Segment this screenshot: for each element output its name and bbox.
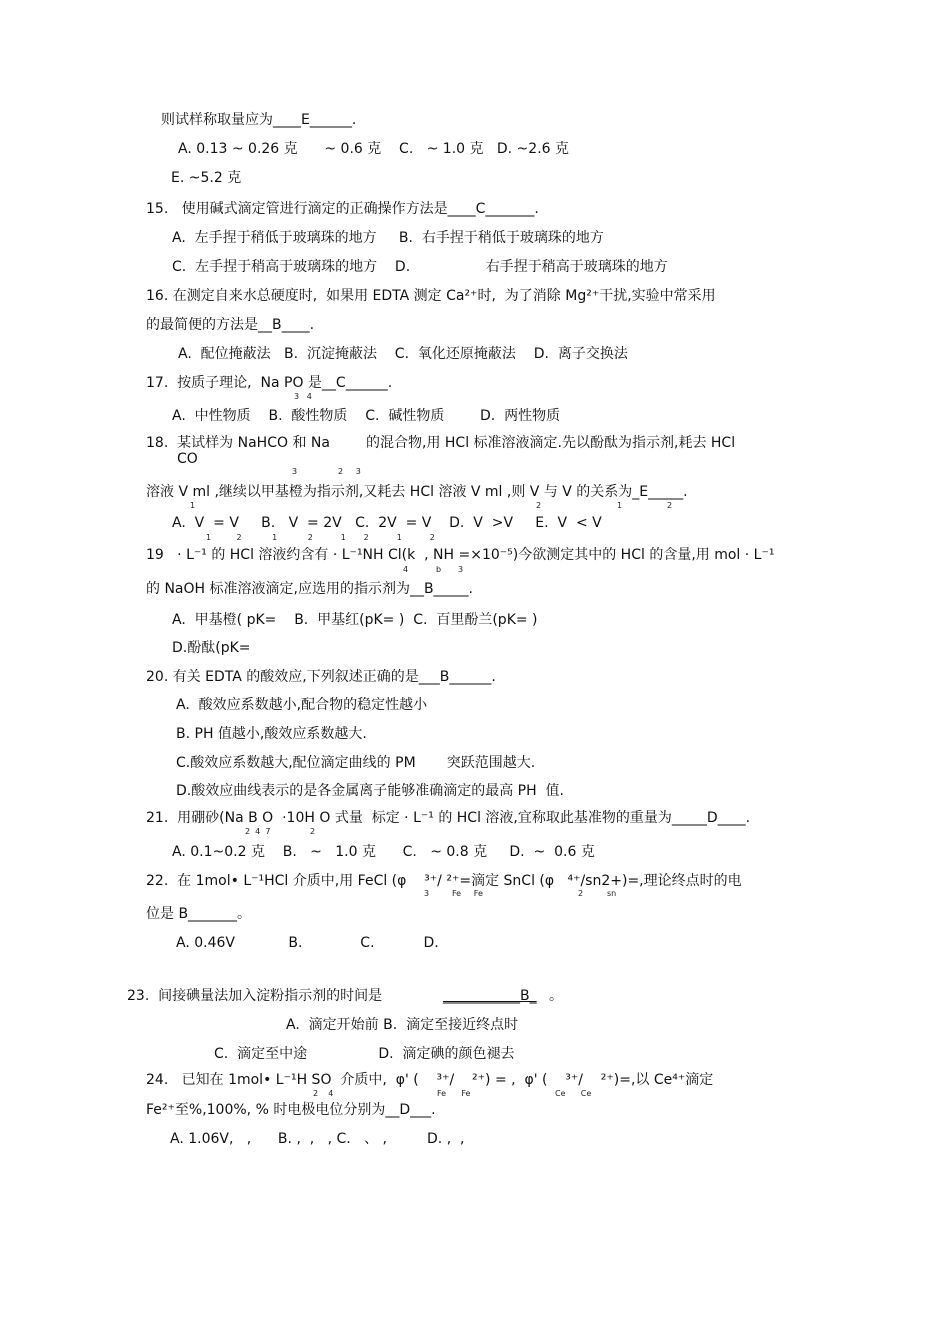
q21-options: A. 0.1~0.2 克 B. ~ 1.0 克 C. ~ 0.8 克 D. ~ 0.6 克 xyxy=(172,844,595,860)
q17-subscripts: 3 4 xyxy=(294,392,312,401)
q20-option-d: D.酸效应曲线表示的是各金属离子能够准确滴定的最高 PH 值. xyxy=(176,783,564,799)
q18-stem-a: 18. 某试样为 NaHCO 和 Na xyxy=(146,435,330,451)
q19-stem-continued: 的 NaOH 标准溶液滴定,应选用的指示剂为__B_____. xyxy=(146,581,474,597)
q18-subscript-1: 3 xyxy=(292,467,298,476)
q19-options-abc: A. 甲基橙( pK= B. 甲基红(pK= ) C. 百里酚兰(pK= ) xyxy=(172,612,538,628)
q18-options-subscripts: 1 2 1 2 1 2 1 2 xyxy=(206,533,435,542)
q20-option-c: C.酸效应系数越大,配位滴定曲线的 PM 突跃范围越大. xyxy=(176,755,536,771)
q22-sub-fecl3: 3 xyxy=(424,889,430,898)
q20-option-a: A. 酸效应系数越小,配合物的稳定性越小 xyxy=(176,697,428,713)
q14-options-a-d: A. 0.13 ~ 0.26 克 ~ 0.6 克 C. ~ 1.0 克 D. ~2.6 克 xyxy=(178,141,570,157)
q19-sub-kb: b xyxy=(436,565,442,574)
q22-options: A. 0.46V B. C. D. xyxy=(176,935,439,951)
q22-stem: 22. 在 1mol• L⁻¹HCl 介质中,用 FeCl (φ ³⁺/ ²⁺=滴定 SnCl (φ ⁴⁺/sn2+)=,理论终点时的电 xyxy=(146,873,742,889)
q14-option-e: E. ~5.2 克 xyxy=(171,170,242,186)
q19-stem: 19 · L⁻¹ 的 HCl 溶液约含有 · L⁻¹NH Cl(k , NH =×10⁻⁵)今欲测定其中的 HCl 的含量,用 mol · L⁻¹ xyxy=(146,547,775,563)
q16-stem-continued: 的最简便的方法是__B____. xyxy=(146,317,315,333)
q23-options-ab: A. 滴定开始前 B. 滴定至接近终点时 xyxy=(286,1017,519,1033)
q24-options: A. 1.06V, , B. , , , C. 、 , D. , , xyxy=(170,1131,465,1147)
q22-sub-sncl2: 2 xyxy=(578,889,584,898)
q18-sub-v2: 2 xyxy=(536,501,542,510)
q18-stem-b: 的混合物,用 HCl 标准溶液滴定.先以酚酞为指示剂,耗去 HCl xyxy=(366,435,736,451)
q19-sub-nh3: 3 xyxy=(458,565,464,574)
q21-sub-h2o: 2 xyxy=(310,827,316,836)
q23-stem: 23. 间接碘量法加入淀粉指示剂的时间是 xyxy=(127,988,383,1004)
q18-subscript-2: 2 3 xyxy=(338,467,361,476)
q15-stem: 15. 使用碱式滴定管进行滴定的正确操作方法是____C_______. xyxy=(146,201,539,217)
q15-options-ab: A. 左手捏于稍低于玻璃珠的地方 B. 右手捏于稍低于玻璃珠的地方 xyxy=(172,230,604,246)
q18-stem-continued: 溶液 V ml ,继续以甲基橙为指示剂,又耗去 HCl 溶液 V ml ,则 V 与 V 的关系为_E_____. xyxy=(146,484,688,500)
q20-stem: 20. 有关 EDTA 的酸效应,下列叙述正确的是___B______. xyxy=(146,669,496,685)
q22-sub-fe: Fe Fe xyxy=(452,889,483,898)
q19-sub-nh4: 4 xyxy=(403,565,409,574)
q24-sub-ce: Ce Ce xyxy=(555,1089,592,1098)
q23-answer-blank: ___________B_ xyxy=(443,988,537,1004)
q14-stem-continued: 则试样称取量应为____E______. xyxy=(161,112,357,128)
q21-stem: 21. 用硼砂(Na B O ·10H O 式量 标定 · L⁻¹ 的 HCl 溶液,宜称取此基准物的重量为_____D____. xyxy=(146,810,751,826)
q24-sub-fe: Fe Fe xyxy=(437,1089,471,1098)
q18-stem-co: CO xyxy=(177,451,198,467)
q16-options: A. 配位掩蔽法 B. 沉淀掩蔽法 C. 氧化还原掩蔽法 D. 离子交换法 xyxy=(178,346,628,362)
q24-stem: 24. 已知在 1mol• L⁻¹H SO 介质中, φ' ( ³⁺/ ²⁺) = , φ' ( ³⁺/ ²⁺)=,以 Ce⁴⁺滴定 xyxy=(146,1072,714,1088)
q18-sub-v1: 1 xyxy=(190,501,196,510)
q24-stem-continued: Fe²⁺至%,100%, % 时电极电位分别为__D___. xyxy=(146,1102,436,1118)
q23-stem-end: 。 xyxy=(549,988,563,1004)
q19-option-d: D.酚酞(pK= xyxy=(172,640,251,656)
q24-sub-h2so4: 2 4 xyxy=(313,1089,334,1098)
q22-stem-continued: 位是 B_______。 xyxy=(146,906,252,922)
q17-stem: 17. 按质子理论, Na PO 是__C______. xyxy=(146,375,393,391)
q16-stem: 16. 在测定自来水总硬度时, 如果用 EDTA 测定 Ca²⁺时, 为了消除 Mg²⁺干扰,实验中常采用 xyxy=(146,288,716,304)
q18-sub-v2b: 2 xyxy=(667,501,673,510)
q23-options-cd: C. 滴定至中途 D. 滴定碘的颜色褪去 xyxy=(214,1046,515,1062)
q15-options-cd: C. 左手捏于稍高于玻璃珠的地方 D. 右手捏于稍高于玻璃珠的地方 xyxy=(172,259,668,275)
q17-options: A. 中性物质 B. 酸性物质 C. 碱性物质 D. 两性物质 xyxy=(172,408,561,424)
q18-sub-v1b: 1 xyxy=(617,501,623,510)
q20-option-b: B. PH 值越小,酸效应系数越大. xyxy=(176,726,367,742)
q18-options: A. V = V B. V = 2V C. 2V = V D. V >V E. V < V xyxy=(172,515,602,531)
q21-sub-borax: 2 4 7 xyxy=(245,827,271,836)
q22-sub-sn: sn xyxy=(607,889,617,898)
